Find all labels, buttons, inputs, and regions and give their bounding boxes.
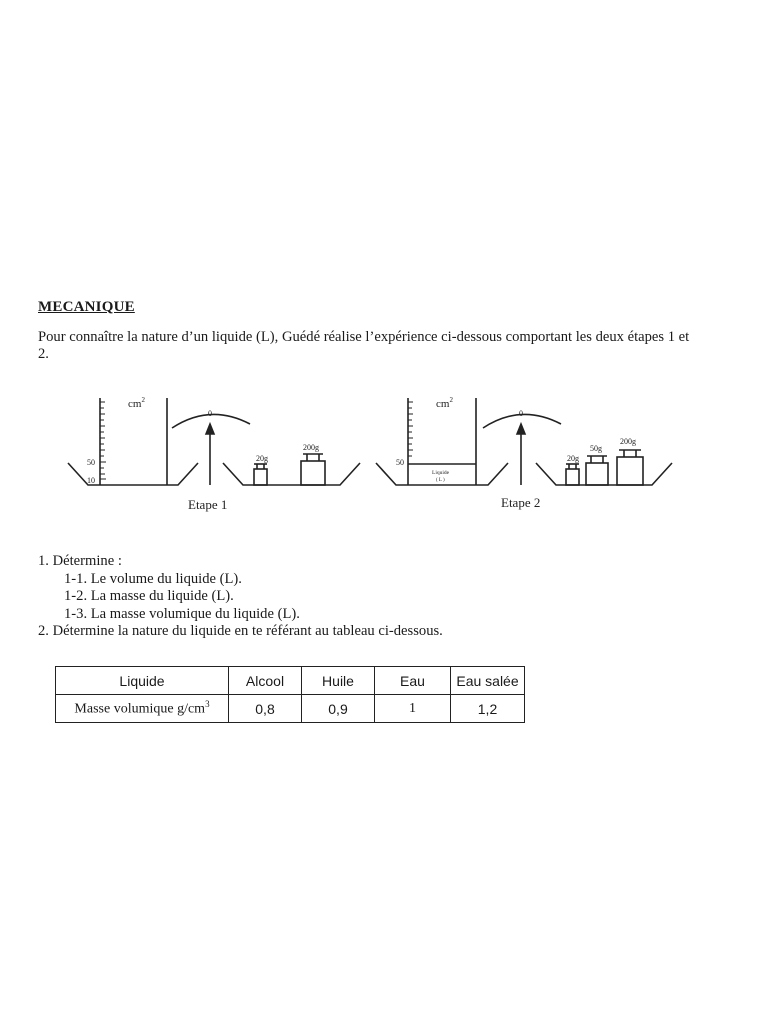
row-label-cell: Masse volumique $g/cm^3$ — [56, 695, 229, 723]
step2-needle-arrow-icon — [517, 424, 525, 434]
step2-liquid-label-l: ( L ) — [436, 478, 445, 483]
step1-scale-10: 10 — [87, 476, 95, 485]
question-1-3: 1-3. La masse volumique du liquide (L). — [64, 605, 300, 622]
question-1-1: 1-1. Le volume du liquide (L). — [64, 570, 242, 587]
value-cell-huile: 0,9 — [302, 695, 375, 723]
value-cell-eau-salee: 1,2 — [451, 695, 525, 723]
question-1: 1. Détermine : — [38, 553, 122, 569]
density-table — [55, 666, 525, 723]
step2-dial-zero: 0 — [519, 409, 523, 418]
step1-weight-20g — [254, 469, 267, 485]
value-cell-alcool: 0,8 — [229, 695, 302, 723]
header-cell-huile: Huile — [302, 667, 375, 695]
step1-right-tray — [223, 463, 360, 485]
section-title: MECANIQUE — [38, 299, 135, 315]
header-cell-alcool: Alcool — [229, 667, 302, 695]
table-row — [56, 695, 525, 723]
step1-cylinder-ticks — [100, 402, 106, 479]
step2-label-20g: 20g — [567, 454, 579, 463]
step1-needle-arrow-icon — [206, 424, 214, 434]
step2-weight-50g — [586, 463, 608, 485]
step1-scale-50: 50 — [87, 458, 95, 467]
step2-unit-label: $cm^2$ — [436, 396, 453, 410]
step2-label-200g: 200g — [620, 437, 636, 446]
step2-weight-200g — [617, 457, 643, 485]
step1-unit-label: $cm^2$ — [128, 396, 145, 410]
intro-paragraph: Pour connaître la nature d’un liquide (L), Guédé réalise l’expérience ci-dessous comportant les deux étapes 1 et 2. — [38, 329, 690, 362]
step1-dial-zero: 0 — [208, 409, 212, 418]
header-cell-eau: Eau — [375, 667, 451, 695]
question-1-2: 1-2. La masse du liquide (L). — [64, 588, 234, 604]
step2-liquid-label: Liquide — [432, 470, 450, 476]
step2-weight-20g — [566, 469, 579, 485]
table-header-row — [56, 667, 525, 695]
step1-label-200g: 200g — [303, 443, 319, 452]
header-cell-liquide: Liquide — [56, 667, 229, 695]
step1-weight-200g — [301, 461, 325, 485]
step1-caption: Etape 1 — [188, 497, 228, 512]
step2-scale-50: 50 — [396, 458, 404, 467]
value-cell-eau: 1 — [375, 695, 451, 723]
experiment-diagram — [60, 388, 680, 518]
step1-label-20g: 20g — [256, 454, 268, 463]
step2-label-50g: 50g — [590, 444, 602, 453]
questions-list — [38, 553, 718, 641]
question-2: 2. Détermine la nature du liquide en te référant au tableau ci-dessous. — [38, 623, 443, 639]
header-cell-eau-salee: Eau salée — [451, 667, 525, 695]
step2-caption: Etape 2 — [501, 495, 541, 510]
step2-right-tray — [536, 463, 672, 485]
experiment-figure — [60, 388, 680, 518]
